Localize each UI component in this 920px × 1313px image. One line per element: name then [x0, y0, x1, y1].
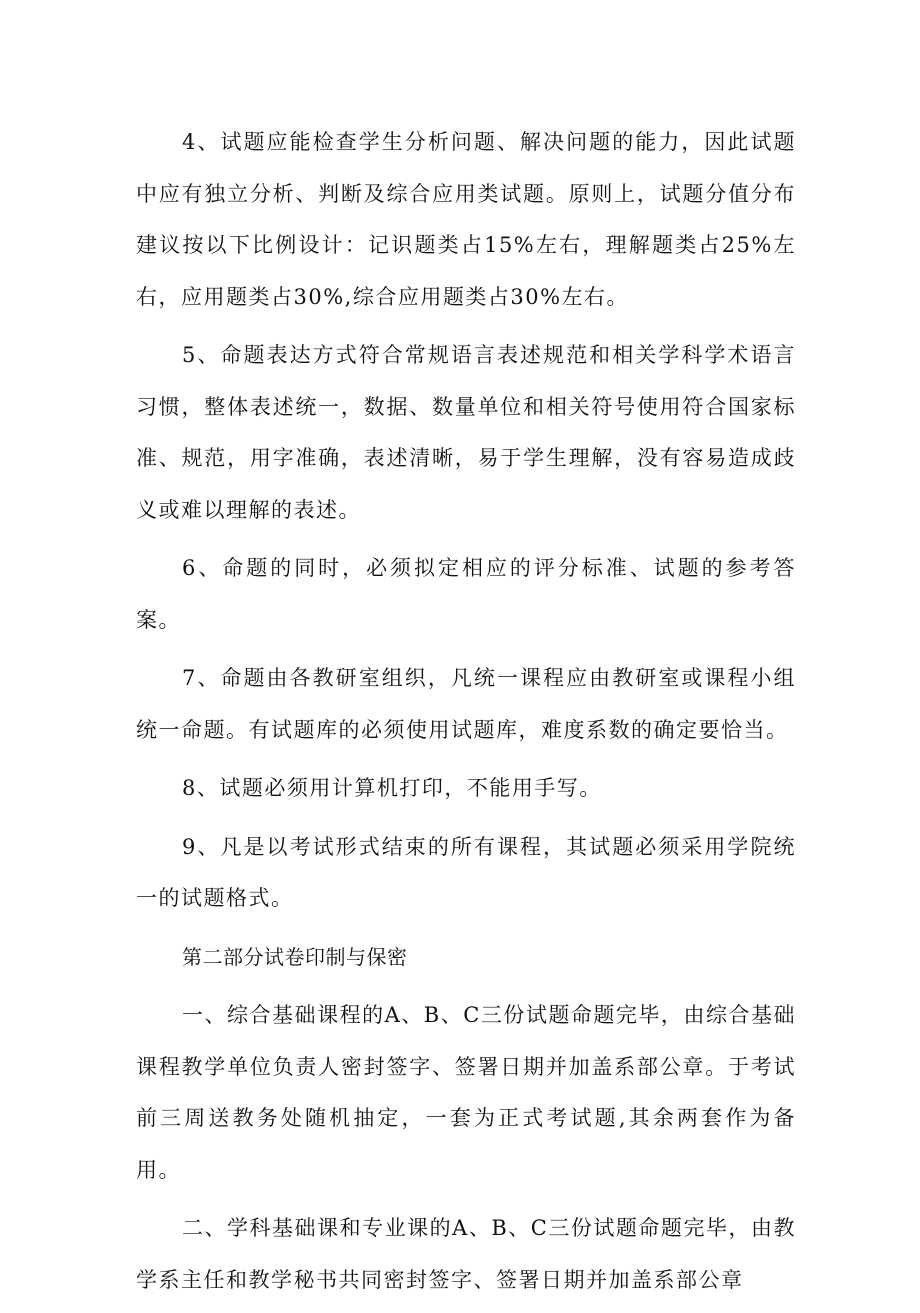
- paragraph-item-6: 6、命题的同时，必须拟定相应的评分标准、试题的参考答案。: [136, 556, 796, 632]
- paragraph-item-8: 8、试题必须用计算机打印，不能用手写。: [182, 776, 602, 800]
- paragraph-item-5: 5、命题表达方式符合常规语言表述规范和相关学科学术语言习惯，整体表述统一，数据、数量单位和相关符号使用符合国家标准、规范，用字准确，表述清晰，易于学生理解，没有容易造成歧义或难以理解的表述。: [136, 343, 796, 522]
- document-body: [136, 117, 796, 1313]
- section-paragraph-1: 一、综合基础课程的A、B、C三份试题命题完毕，由综合基础课程教学单位负责人密封签字、签署日期并加盖系部公章。于考试前三周送教务处随机抽定，一套为正式考试题,其余两套作为备用。: [136, 1003, 796, 1182]
- section-paragraph-2: 二、学科基础课和专业课的A、B、C三份试题命题完毕，由教学系主任和教学秘书共同密封签字、签署日期并加盖系部公章: [136, 1216, 796, 1292]
- paragraph-item-4: 4、试题应能检查学生分析问题、解决问题的能力，因此试题中应有独立分析、判断及综合应用类试题。原则上，试题分值分布建议按以下比例设计：记识题类占15%左右，理解题类占25%左右，应用题类占30%,综合应用题类占30%左右。: [136, 130, 796, 309]
- section-heading: 第二部分试卷印制与保密: [182, 944, 408, 969]
- paragraph-item-9: 9、凡是以考试形式结束的所有课程，其试题必须采用学院统一的试题格式。: [136, 834, 796, 910]
- paragraph-item-7: 7、命题由各教研室组织，凡统一课程应由教研室或课程小组统一命题。有试题库的必须使用试题库，难度系数的确定要恰当。: [136, 666, 796, 742]
